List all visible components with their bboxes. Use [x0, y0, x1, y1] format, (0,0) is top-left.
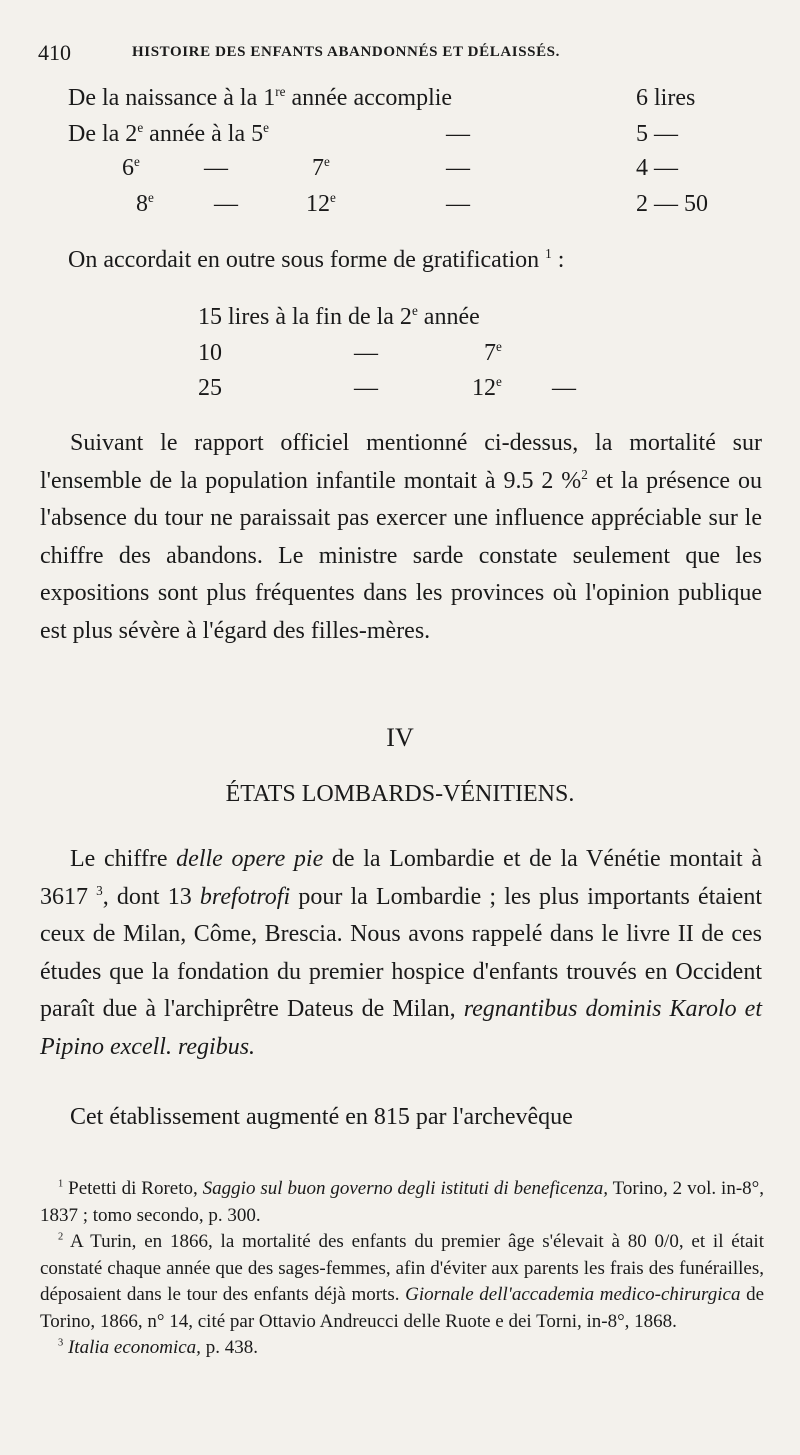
row-label-end: année accomplie [285, 85, 453, 111]
row-amount: 15 lires à la fin de la 2 [198, 304, 412, 330]
ditto-dash: — [446, 155, 470, 181]
row-year [484, 341, 502, 365]
para-text: Suivant le rapport officiel mentionné ci-dessus, la mortalité sur l'ensemble de la population infantile montait à 9.5 2 % [40, 430, 762, 494]
footnote-title: Giornale dell'accademia medico-chirurgica [405, 1284, 741, 1305]
footnotes [40, 1176, 764, 1362]
ordinal-sup: e [263, 120, 269, 135]
row-amount: 25 [198, 375, 222, 401]
paragraph-mortality [40, 425, 762, 650]
footnote [40, 1335, 764, 1362]
footnote-text: de Torino, 1866, n° 14, cité par Ottavio Andreucci delle Ruote e dei Torni, in-8°, 1868. [40, 1284, 765, 1332]
footnote-title: Italia economica, [67, 1337, 201, 1358]
row-mid: année à la 5 [143, 121, 264, 147]
row-value: 6 lires [636, 85, 696, 111]
row-year [472, 376, 502, 400]
para-text: , dont 13 [102, 883, 200, 910]
table-row [136, 192, 154, 216]
italic-latin: regnantibus dominis Karolo et Pipino excell. regibus. [40, 996, 763, 1060]
row-to-num: 7 [312, 155, 324, 181]
ditto-dash: — [552, 375, 576, 401]
footnote-number: 1 [58, 1178, 64, 1190]
table-row [68, 122, 269, 146]
running-head: HISTOIRE DES ENFANTS ABANDONNÉS ET DÉLAISSÉS. [132, 44, 560, 60]
gratification-intro [68, 248, 564, 272]
intro-colon: : [551, 247, 565, 273]
intro-text: On accordait en outre sous forme de gratification [68, 247, 540, 273]
page-number: 410 [38, 40, 71, 65]
section-number: IV [386, 723, 414, 752]
ordinal-sup: e [330, 190, 336, 205]
row-from: 8 [136, 191, 148, 217]
ordinal-sup: e [148, 190, 154, 205]
footnote-ref: 1 [545, 246, 552, 261]
footnote [40, 1229, 764, 1335]
para-text: pour la Lombardie ; les plus importants étaient ceux de Milan, Côme, Brescia. Nous avons rappelé dans le livre II de ces études que la fondation du premier hospice d'enfants trouvés en Occident paraît due à l'archiprêtre Dateus de Milan, [40, 883, 763, 1022]
footnote-text: Torino, 2 vol. in-8°, 1837 ; tomo secondo, p. 300. [40, 1178, 764, 1226]
para-text: et la présence ou l'absence du tour ne paraissait pas exercer une influence appréciable sur le chiffre des abandons. Le ministre sarde constate seulement que les expositions sont plus fréquentes dans les provinces où l'opinion publique est plus sévère à l'égard des filles-mères. [40, 467, 762, 644]
para-text: Le chiffre [70, 846, 177, 872]
para-text: de la Lombardie et de la Vénétie montait à 3617 [40, 846, 762, 910]
footnote [40, 1176, 764, 1229]
row-from: 6 [122, 155, 134, 181]
table-row [198, 305, 480, 329]
ditto-dash: — [354, 340, 378, 366]
ditto-dash: — [204, 155, 228, 181]
italic-term: delle opere pie [176, 846, 324, 872]
ditto-dash: — [214, 191, 238, 217]
footnote-text: p. 438. [200, 1337, 258, 1358]
ordinal-sup: e [137, 120, 144, 135]
ditto-dash: — [354, 375, 378, 401]
row-year-num: 7 [484, 340, 496, 366]
ordinal-sup: re [275, 84, 286, 99]
ditto-dash: — [446, 191, 470, 217]
footnote-title: Saggio sul buon governo degli istituti di beneficenza, [202, 1178, 609, 1199]
footnote-text: A Turin, en 1866, la mortalité des enfants du premier âge s'élevait à 80 0/0, et il était constaté chaque année que des sages-femmes, afin d'éviter aux parents les frais des funérailles, déposaient dans le tour des enfants déjà morts. [40, 1231, 764, 1305]
ordinal-sup: e [324, 154, 330, 169]
ordinal-sup: e [496, 339, 502, 354]
row-value: 5 — [636, 121, 678, 147]
ordinal-sup: e [411, 303, 418, 318]
row-to [312, 156, 330, 180]
footnote-text: Petetti di Roreto, [63, 1178, 203, 1199]
table-row [122, 156, 140, 180]
page-header [38, 40, 760, 70]
row-to [306, 192, 336, 216]
paragraph-lombardy [40, 841, 762, 1066]
ordinal-sup: e [496, 374, 502, 389]
row-value: 2 — 50 [636, 191, 708, 217]
section-title: ÉTATS LOMBARDS-VÉNITIENS. [225, 781, 575, 807]
row-to-num: 12 [306, 191, 330, 217]
para-text: Cet établissement augmenté en 815 par l'archevêque [70, 1104, 573, 1130]
row-label: De la naissance à la 1 [68, 85, 276, 111]
footnote-ref: 2 [581, 466, 588, 482]
row-amount: 10 [198, 340, 222, 366]
paragraph-establishment [40, 1099, 762, 1137]
ordinal-sup: e [134, 154, 140, 169]
ditto-dash: — [446, 121, 470, 147]
row-value: 4 — [636, 155, 678, 181]
footnote-number: 3 [58, 1337, 64, 1349]
row-year-num: 12 [472, 375, 496, 401]
footnote-ref: 3 [96, 882, 103, 898]
table-row [68, 86, 452, 110]
row-from: De la 2 [68, 121, 138, 147]
italic-term: brefotrofi [199, 883, 291, 910]
footnote-number: 2 [58, 1231, 64, 1243]
row-end: année [417, 304, 480, 330]
